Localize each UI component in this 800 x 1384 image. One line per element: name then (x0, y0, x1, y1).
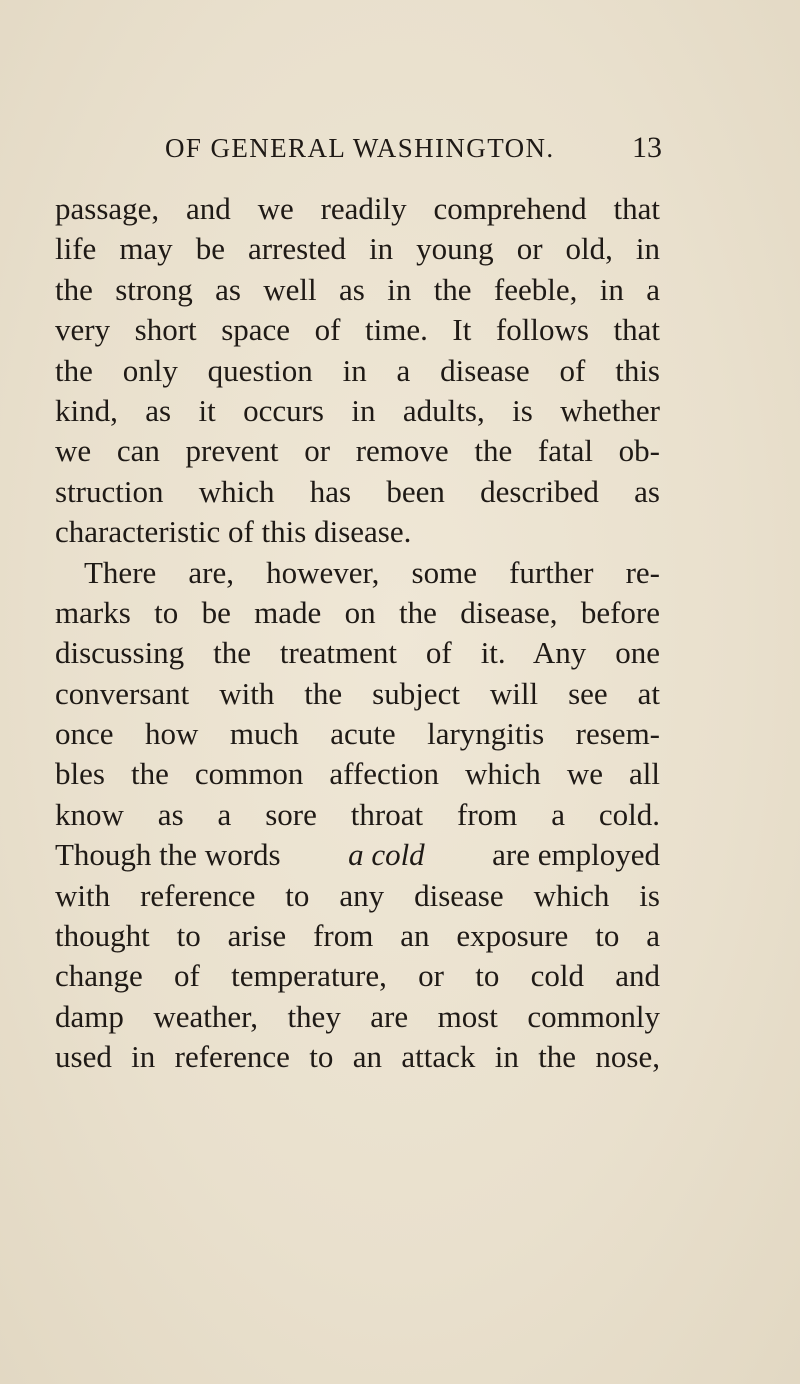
text-line: with reference to any disease which is (55, 877, 660, 913)
page-number: 13 (632, 131, 662, 164)
text-line: know as a sore throat from a cold. (55, 796, 660, 832)
body-text (55, 189, 660, 1078)
text-line: very short space of time. It follows that (55, 312, 660, 348)
text-line: once how much acute laryngitis resem- (55, 716, 660, 752)
text-line: passage, and we readily comprehend that (55, 191, 660, 226)
text-fragment: are employed (492, 837, 660, 873)
text-line: life may be arrested in young or old, in (55, 231, 660, 267)
text-line: bles the common affection which we all (55, 756, 660, 792)
italic-phrase: a cold (348, 837, 425, 873)
text-line: we can prevent or remove the fatal ob- (55, 433, 660, 469)
text-line: used in reference to an attack in the nose, (55, 1039, 660, 1075)
text-line: marks to be made on the disease, before (55, 594, 660, 630)
text-line: change of temperature, or to cold and (55, 958, 660, 994)
running-head-title: OF GENERAL WASHINGTON. (165, 133, 555, 163)
running-head (0, 128, 800, 168)
paragraph-end-line: characteristic of this disease. (55, 514, 412, 550)
text-line: the only question in a disease of this (55, 352, 660, 388)
paragraph-start-line: There are, however, some further re- (84, 554, 660, 590)
text-line: struction which has been described as (55, 473, 660, 509)
text-line: damp weather, they are most commonly (55, 998, 660, 1034)
text-fragment: Though the words (55, 837, 281, 873)
text-line: discussing the treatment of it. Any one (55, 635, 660, 671)
text-line: conversant with the subject will see at (55, 675, 660, 711)
text-line: kind, as it occurs in adults, is whether (55, 392, 660, 428)
text-line: thought to arise from an exposure to a (55, 918, 660, 954)
text-line: the strong as well as in the feeble, in a (55, 271, 660, 307)
text-line-with-italic (55, 835, 660, 875)
